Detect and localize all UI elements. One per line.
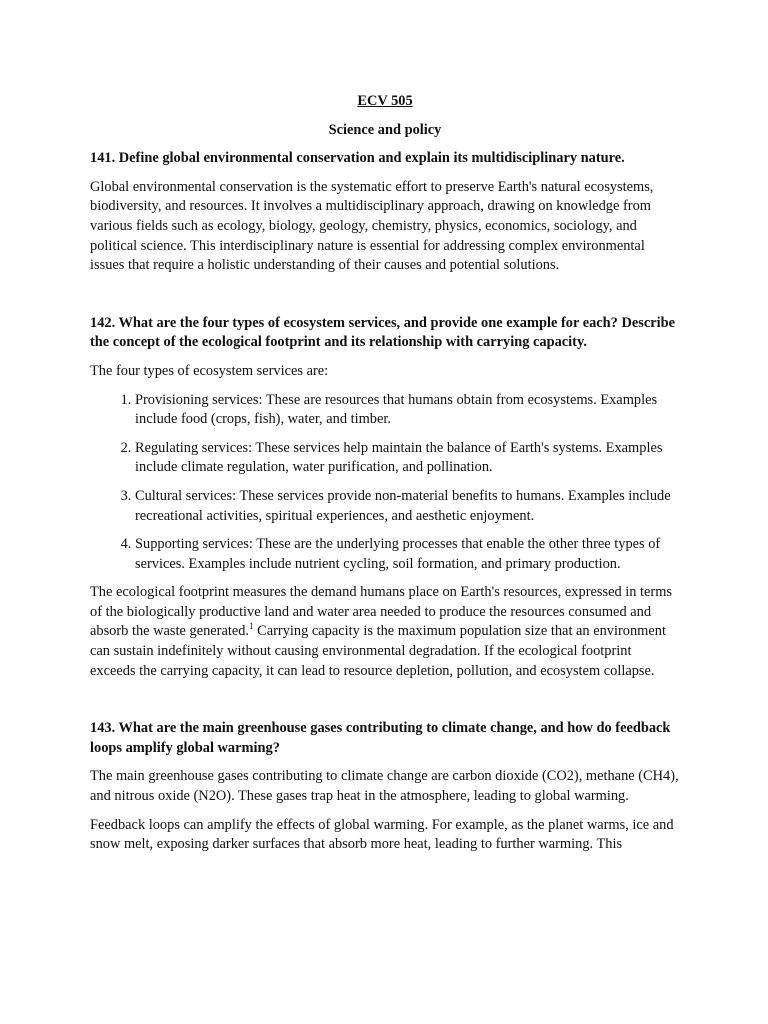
list-item: 4. Supporting services: These are the underlying processes that enable the other three types of services. Examples include nutrient cycling, soil formation, and primary production. xyxy=(135,535,680,574)
section-spacer xyxy=(90,690,680,719)
question-143: 143. What are the main greenhouse gases contributing to climate change, and how do feedback loops amplify global warming? xyxy=(90,720,671,756)
ecosystem-services-list xyxy=(90,391,680,575)
document-subtitle: Science and policy xyxy=(328,121,442,138)
answer-142-intro: The four types of ecosystem services are: xyxy=(90,362,329,379)
answer-143-gases: The main greenhouse gases contributing to climate change are carbon dioxide (CO2), methane (CH4), and nitrous oxide (N2O). These gases trap heat in the atmosphere, leading to global warming. xyxy=(90,768,679,805)
footprint-text-part2: Carrying capacity is the maximum population size that an environment can sustain indefinitely without causing environmental degradation. If the ecological footprint exceeds the carrying capacity, it can lead to resource depletion, pollution, and ecosystem collapse. xyxy=(90,623,666,679)
footprint-text-part1: The ecological footprint measures the demand humans place on Earth's resources, expressed in terms of the biologically productive land and water area needed to produce the resources consumed and absorb the waste generated. xyxy=(90,584,673,640)
answer-141: Global environmental conservation is the systematic effort to preserve Earth's natural ecosystems, biodiversity, and resources. It involves a multidisciplinary approach, drawing on knowledge from various fields such as ecology, biology, geology, chemistry, physics, economics, sociology, and political science. This interdisciplinary nature is essential for addressing complex environmental issues that require a holistic understanding of their causes and potential solutions. xyxy=(90,178,654,274)
question-141: 141. Define global environmental conservation and explain its multidisciplinary nature. xyxy=(90,150,625,167)
section-spacer xyxy=(90,285,680,314)
question-142: 142. What are the four types of ecosystem services, and provide one example for each? Describe the concept of the ecological footprint and its relationship with carrying capacity. xyxy=(90,314,675,351)
footnote-marker[interactable]: 1 xyxy=(249,620,254,631)
answer-143-feedback: Feedback loops can amplify the effects of global warming. For example, as the planet warms, ice and snow melt, exposing darker surfaces that absorb more heat, leading to further warming. This xyxy=(90,816,674,853)
answer-142-footprint xyxy=(90,583,680,681)
list-item: 3. Cultural services: These services provide non-material benefits to humans. Examples include recreational activities, spiritual experiences, and aesthetic enjoyment. xyxy=(135,487,680,526)
list-item: 2. Regulating services: These services help maintain the balance of Earth's systems. Examples include climate regulation, water purification, and pollination. xyxy=(135,439,680,478)
document-page xyxy=(90,92,680,864)
course-code: ECV 505 xyxy=(357,93,413,109)
list-item: 1. Provisioning services: These are resources that humans obtain from ecosystems. Examples include food (crops, fish), water, and timber. xyxy=(135,391,680,430)
